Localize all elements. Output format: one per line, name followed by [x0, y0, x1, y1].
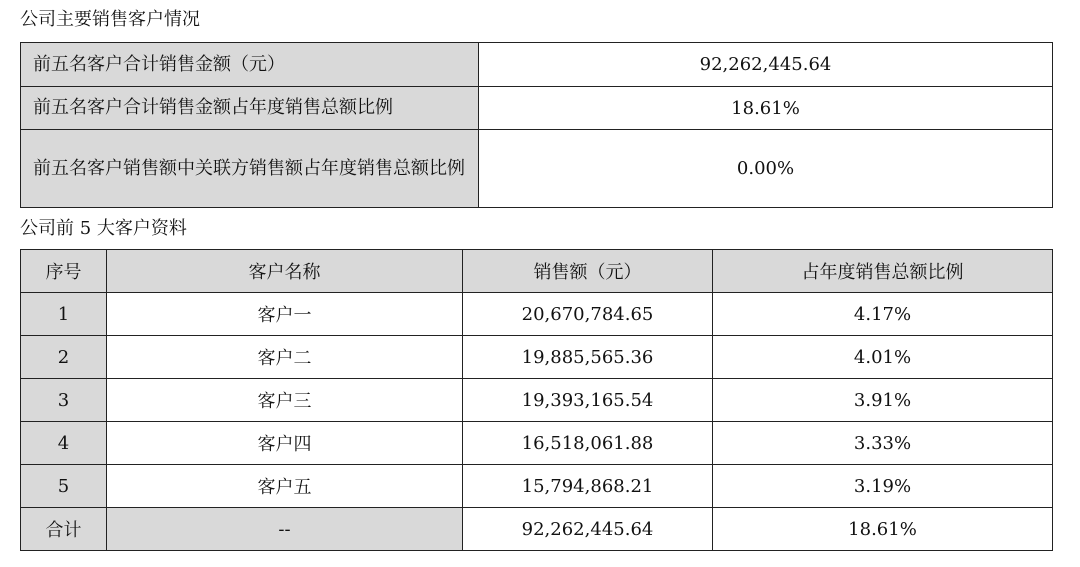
- top-customers-table: [20, 249, 1053, 551]
- customer-name-cell: 客户二: [107, 336, 463, 379]
- table-row: [21, 379, 1053, 422]
- index-cell: 4: [21, 422, 107, 465]
- customers-section-title: 公司前 5 大客户资料: [20, 218, 187, 239]
- ratio-cell: 4.01%: [713, 336, 1053, 379]
- customer-name-cell: 客户五: [107, 465, 463, 508]
- table-row: [21, 43, 1053, 87]
- table-row: [21, 465, 1053, 508]
- index-cell: 3: [21, 379, 107, 422]
- header-sales-amount: 销售额（元）: [463, 250, 713, 293]
- amount-cell: 19,393,165.54: [463, 379, 713, 422]
- table-row: [21, 130, 1053, 208]
- header-sales-ratio: 占年度销售总额比例: [713, 250, 1053, 293]
- table-row: [21, 422, 1053, 465]
- customer-name-cell: 客户三: [107, 379, 463, 422]
- total-ratio-cell: 18.61%: [713, 508, 1053, 551]
- table-row: [21, 87, 1053, 130]
- summary-value-cell: 0.00%: [479, 130, 1053, 208]
- summary-label-cell: 前五名客户销售额中关联方销售额占年度销售总额比例: [21, 130, 479, 208]
- index-cell: 2: [21, 336, 107, 379]
- customer-name-cell: 客户一: [107, 293, 463, 336]
- table-total-row: [21, 508, 1053, 551]
- amount-cell: 20,670,784.65: [463, 293, 713, 336]
- amount-cell: 15,794,868.21: [463, 465, 713, 508]
- amount-cell: 16,518,061.88: [463, 422, 713, 465]
- ratio-cell: 3.19%: [713, 465, 1053, 508]
- total-amount-cell: 92,262,445.64: [463, 508, 713, 551]
- amount-cell: 19,885,565.36: [463, 336, 713, 379]
- sales-summary-table: [20, 42, 1053, 208]
- index-cell: 5: [21, 465, 107, 508]
- ratio-cell: 3.91%: [713, 379, 1053, 422]
- summary-value-cell: 18.61%: [479, 87, 1053, 130]
- customer-name-cell: 客户四: [107, 422, 463, 465]
- ratio-cell: 3.33%: [713, 422, 1053, 465]
- table-row: [21, 293, 1053, 336]
- total-label-cell: 合计: [21, 508, 107, 551]
- table-row: [21, 336, 1053, 379]
- summary-value-cell: 92,262,445.64: [479, 43, 1053, 87]
- total-name-cell: --: [107, 508, 463, 551]
- index-cell: 1: [21, 293, 107, 336]
- ratio-cell: 4.17%: [713, 293, 1053, 336]
- header-customer-name: 客户名称: [107, 250, 463, 293]
- summary-label-cell: 前五名客户合计销售金额（元）: [21, 43, 479, 87]
- summary-section-title: 公司主要销售客户情况: [20, 9, 200, 30]
- header-index: 序号: [21, 250, 107, 293]
- table-header-row: [21, 250, 1053, 293]
- summary-label-cell: 前五名客户合计销售金额占年度销售总额比例: [21, 87, 479, 130]
